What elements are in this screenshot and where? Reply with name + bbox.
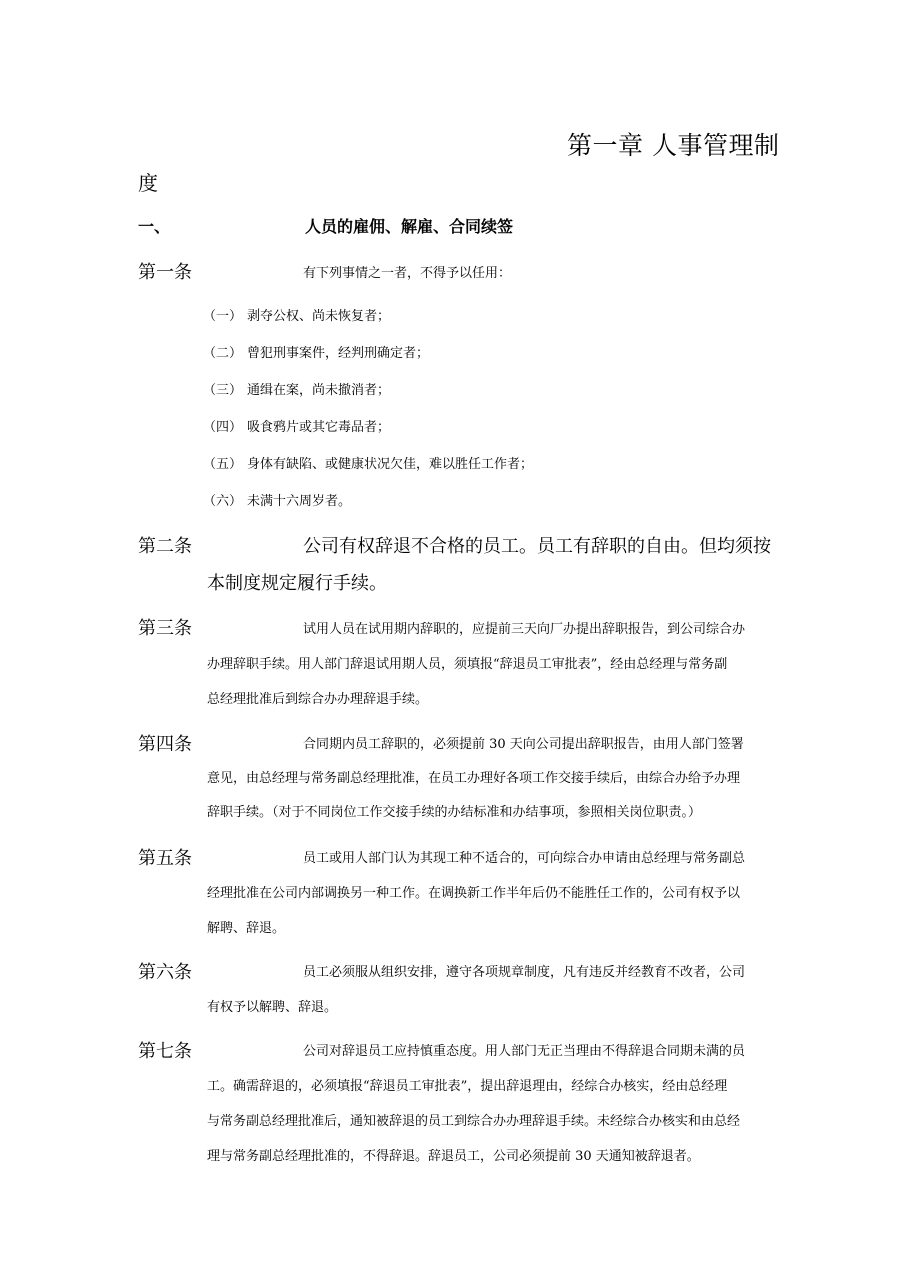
list-item-text: 剥夺公权、尚未恢复者；	[247, 309, 391, 324]
article-6-label: 第六条	[138, 962, 192, 983]
article-7-line: 工。确需辞退的，必须填报“辞退员工审批表”，提出辞退理由，经综合办核实，经由总经理	[207, 1079, 728, 1094]
list-item-number: （四）	[203, 420, 243, 435]
list-item-number: （五）	[203, 457, 243, 472]
list-item-text: 未满十六周岁者。	[247, 494, 352, 509]
list-item-number: （六）	[203, 494, 243, 509]
list-item-number: （二）	[203, 346, 243, 361]
article-3-line: 办理辞职手续。用人部门辞退试用期人员，须填报“辞退员工审批表”，经由总经理与常务副	[207, 657, 728, 672]
list-item-number: （一）	[203, 309, 243, 324]
article-4-line: 合同期内员工辞职的，必须提前 30 天向公司提出辞职报告，由用人部门签署	[303, 737, 744, 752]
article-7-line: 理与常务副总经理批准的，不得辞退。辞退员工，公司必须提前 30 天通知被辞退者。	[207, 1149, 700, 1164]
section-title: 人员的雇佣、解雇、合同续签	[305, 217, 514, 236]
list-item-text: 通缉在案，尚未撤消者；	[247, 383, 391, 398]
article-3-line: 总经理批准后到综合办办理辞退手续。	[207, 692, 429, 707]
article-1-line: 有下列事情之一者，不得予以任用：	[303, 266, 512, 281]
list-item-text: 身体有缺陷、或健康状况欠佳，难以胜任工作者；	[247, 457, 534, 472]
article-7-line: 与常务副总经理批准后，通知被辞退的员工到综合办办理辞退手续。未经综合办核实和由总经	[207, 1114, 741, 1129]
list-item-text: 曾犯刑事案件，经判刑确定者；	[247, 346, 430, 361]
article-5-line: 解聘、辞退。	[207, 921, 286, 936]
chapter-title-continued: 度	[138, 171, 158, 195]
article-6-line: 有权予以解聘、辞退。	[207, 1000, 338, 1015]
article-7-line: 公司对辞退员工应持慎重态度。用人部门无正当理由不得辞退合同期未满的员	[303, 1044, 746, 1059]
list-item-number: （三）	[203, 383, 243, 398]
article-4-line: 意见，由总经理与常务副总经理批准，在员工办理好各项工作交接手续后，由综合办给予办理	[207, 771, 741, 786]
article-2-label: 第二条	[138, 536, 192, 557]
article-1-label: 第一条	[138, 262, 192, 283]
article-6-line: 员工必须服从组织安排，遵守各项规章制度，凡有违反并经教育不改者，公司	[303, 965, 746, 980]
section-number: 一、	[138, 217, 171, 236]
article-2-line: 本制度规定履行手续。	[207, 573, 387, 594]
article-5-line: 员工或用人部门认为其现工种不适合的，可向综合办申请由总经理与常务副总	[303, 851, 746, 866]
article-4-line: 辞职手续。（对于不同岗位工作交接手续的办结标准和办结事项，参照相关岗位职责。）	[207, 805, 702, 820]
chapter-title: 第一章 人事管理制	[567, 131, 780, 160]
article-5-label: 第五条	[138, 848, 192, 869]
article-3-label: 第三条	[138, 618, 192, 639]
article-7-label: 第七条	[138, 1041, 192, 1062]
list-item-text: 吸食鸦片或其它毒品者；	[247, 420, 391, 435]
article-2-line: 公司有权辞退不合格的员工。员工有辞职的自由。但均须按	[303, 536, 771, 557]
article-5-line: 经理批准在公司内部调换另一种工作。在调换新工作半年后仍不能胜任工作的，公司有权予以	[207, 886, 741, 901]
article-3-line: 试用人员在试用期内辞职的，应提前三天向厂办提出辞职报告，到公司综合办	[303, 622, 746, 637]
article-4-label: 第四条	[138, 734, 192, 755]
